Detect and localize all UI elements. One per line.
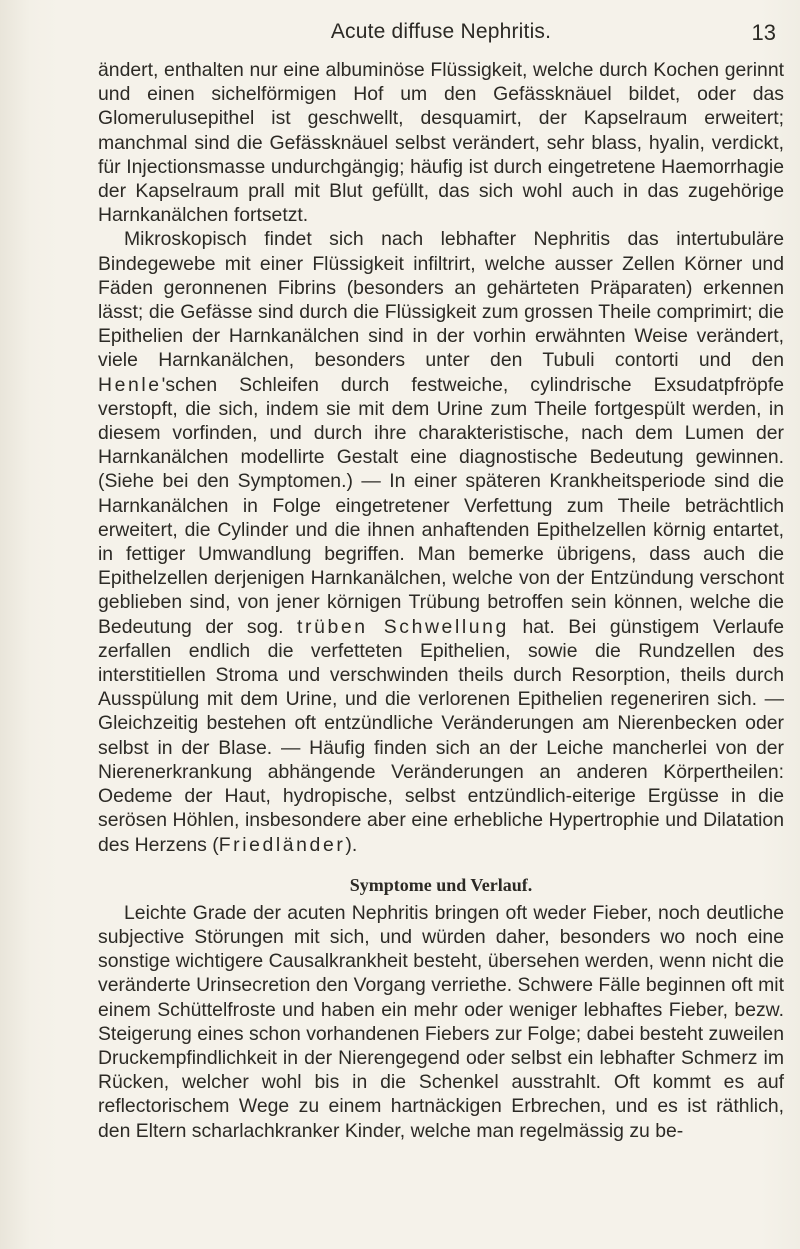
page-number: 13 <box>751 20 776 45</box>
paragraph-text: 'schen Schleifen durch festweiche, cylindrische Exsudatpfröpfe verstopft, die sich, indem sie mit dem Urine zum Theile fortgespült werden, in diesem vorfinden, und durch ihre charakteristische, nach dem Lumen der Harnkanälchen modellirte Gestalt eine diagnostische Bedeutung gewinnen. (Siehe bei den Symptomen.) — In einer späteren Krankheitsperiode sind die Harnkanälchen in Folge eingetretener Verfettung zum Theile beträchtlich erweitert, die Cylinder und die ihnen anhaftenden Epithelzellen körnig entartet, in fettiger Umwandlung begriffen. Man bemerke übrigens, dass auch die Epithelzellen derjenigen Harnkanälchen, welche von der Entzündung verschont geblieben sind, von jener körnigen Trübung betroffen sein können, welche die Bedeutung der sog. <box>98 373 784 638</box>
running-title: Acute diffuse Nephritis. <box>330 20 552 43</box>
paragraph-text: hat. Bei günstigem Verlaufe zerfallen endlich die verfetteten Epithelien, sowie die Rundzellen des interstitiellen Stroma und verschwinden theils durch Resorption, theils durch Ausspülung mit dem Urine, und die verlorenen Epithelien regeneriren sich. — Gleichzeitig bestehen oft entzündliche Veränderungen am Nierenbecken oder selbst in der Blase. — Häufig finden sich an der Leiche mancherlei von der Nierenerkrankung abhängende Veränderungen an anderen Körpertheilen: Oedeme der Haut, hydropische, selbst entzündlich-eiterige Ergüsse in die serösen Höhlen, insbesondere aber eine erhebliche Hypertrophie und Dilatation des Herzens ( <box>98 615 784 856</box>
body-text <box>98 58 784 1143</box>
emphasis-schwellung: trüben Schwellung <box>297 615 509 638</box>
paragraph-microscopy <box>98 227 784 856</box>
paragraph-text: Mikroskopisch findet sich nach lebhafter Nephritis das intertubuläre Bindegewebe mit einer Flüssigkeit infiltrirt, welche ausser Zellen Körner und Fäden geronnenen Fibrins (besonders an gehärteten Präparaten) erkennen lässt; die Gefässe sind durch die Flüssigkeit zum grossen Theile comprimirt; die Epithelien der Harnkanälchen sind in der vorhin erwähnten Weise verändert, viele Harnkanälchen, besonders unter den Tubuli contorti und den <box>98 228 784 372</box>
emphasis-friedlaender: Friedländer <box>218 833 346 856</box>
section-heading: Symptome und Verlauf. <box>349 874 533 895</box>
paragraph-continuation: ändert, enthalten nur eine albuminöse Flüssigkeit, welche durch Kochen gerinnt und einen sichelförmigen Hof um den Gefässknäuel bildet, oder das Glomerulusepithel ist geschwellt, desquamirt, der Kapselraum erweitert; manchmal sind die Gefässknäuel selbst verändert, sehr blass, hyalin, verdickt, für Injectionsmasse undurchgängig; häufig ist durch eingetretene Haemorrhagie der Kapselraum prall mit Blut gefüllt, das sich wohl auch in das zugehörige Harnkanälchen fortsetzt. <box>98 59 784 227</box>
paragraph-symptoms: Leichte Grade der acuten Nephritis bringen oft weder Fieber, noch deutliche subjective Störungen mit sich, und würden daher, besonders wo noch eine sonstige wichtigere Causalkrankheit besteht, übersehen werden, wenn nicht die veränderte Urinsecretion den Vorgang verriethe. Schwere Fälle beginnen oft mit einem Schüttelfroste und haben ein mehr oder weniger lebhaftes Fieber, bezw. Steigerung eines schon vorhandenen Fiebers zur Folge; dabei besteht zuweilen Druckempfindlichkeit in der Nierengegend oder selbst ein lebhafter Schmerz im Rücken, welcher wohl bis in die Schenkel ausstrahlt. Oft kommt es auf reflectorischem Wege zu einem hartnäckigen Erbrechen, und es ist räthlich, den Eltern scharlachkranker Kinder, welche man regelmässig zu be- <box>98 901 784 1142</box>
paragraph-text: ). <box>345 833 358 856</box>
emphasis-henle: Henle <box>98 373 162 396</box>
running-head <box>98 20 784 50</box>
